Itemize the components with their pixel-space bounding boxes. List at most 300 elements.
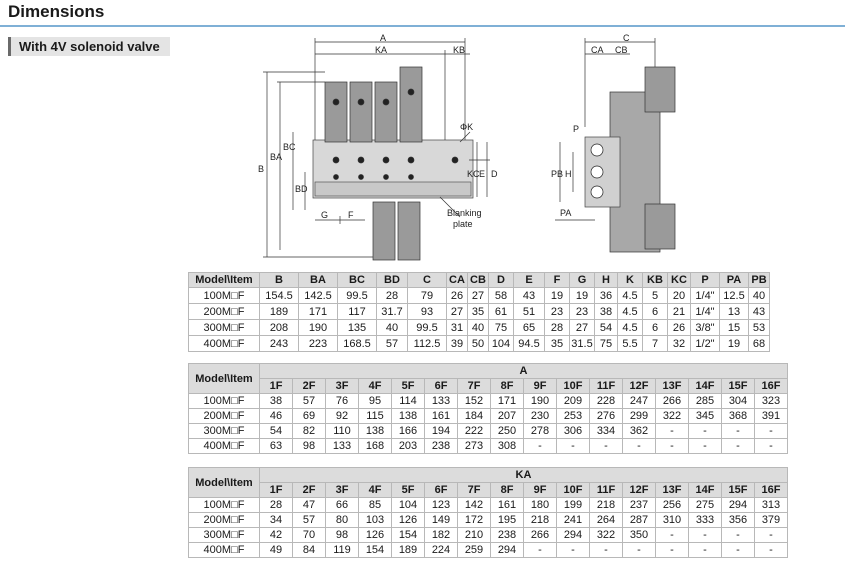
table-cell: 264 (590, 513, 623, 528)
column-header: 10F (557, 379, 590, 394)
column-header: 16F (755, 379, 788, 394)
table-cell: 40 (749, 288, 770, 304)
table-cell: 362 (623, 424, 656, 439)
column-header: 12F (623, 379, 656, 394)
label-ka: KA (375, 45, 388, 55)
column-header: D (489, 273, 514, 288)
table-cell: - (755, 543, 788, 558)
table-cell: 57 (377, 336, 408, 352)
column-header: PA (720, 273, 749, 288)
table-cell: 27 (570, 320, 595, 336)
table-cell: 203 (392, 439, 425, 454)
table-cell: - (722, 543, 755, 558)
column-header: 16F (755, 483, 788, 498)
column-header: 11F (590, 483, 623, 498)
table-cell: 313 (755, 498, 788, 513)
table-row (189, 336, 770, 352)
column-header: G (570, 273, 595, 288)
column-header: 13F (656, 379, 689, 394)
table-cell: 110 (326, 424, 359, 439)
table-cell: 117 (338, 304, 377, 320)
table-cell: 238 (491, 528, 524, 543)
column-header: CA (447, 273, 468, 288)
column-header: 3F (326, 379, 359, 394)
label-c: C (623, 33, 630, 43)
column-header: 11F (590, 379, 623, 394)
model-cell: 400M□F (189, 336, 260, 352)
table-cell: - (557, 439, 590, 454)
table-cell: 323 (755, 394, 788, 409)
table-cell: 5.5 (618, 336, 643, 352)
column-header: 6F (425, 379, 458, 394)
table-cell: 322 (656, 409, 689, 424)
column-header: E (514, 273, 545, 288)
dimension-table-a (188, 363, 788, 454)
table-cell: - (722, 439, 755, 454)
table-row (189, 288, 770, 304)
table-row (189, 424, 788, 439)
table-cell: 266 (656, 394, 689, 409)
label-cb: CB (615, 45, 628, 55)
table-cell: 207 (491, 409, 524, 424)
table-cell: 126 (359, 528, 392, 543)
table-cell: 285 (689, 394, 722, 409)
table-cell: 180 (524, 498, 557, 513)
table-cell: 75 (595, 336, 618, 352)
table-cell: - (524, 439, 557, 454)
dimension-drawing (255, 32, 705, 262)
table-row (189, 498, 788, 513)
table-cell: 58 (489, 288, 514, 304)
table-cell: - (722, 528, 755, 543)
table-cell: 189 (260, 304, 299, 320)
table-cell: 322 (590, 528, 623, 543)
table-cell: 218 (524, 513, 557, 528)
table-cell: - (524, 543, 557, 558)
table-cell: 26 (447, 288, 468, 304)
table-cell: 182 (425, 528, 458, 543)
table-row (189, 513, 788, 528)
table-cell: 230 (524, 409, 557, 424)
column-header: PB (749, 273, 770, 288)
column-header: 3F (326, 483, 359, 498)
label-ca: CA (591, 45, 604, 55)
table-cell: 46 (260, 409, 293, 424)
table-cell: 61 (489, 304, 514, 320)
group-header: A (260, 364, 788, 379)
table-cell: - (689, 439, 722, 454)
page-title: Dimensions (8, 2, 105, 21)
table-cell: 154 (392, 528, 425, 543)
column-header: 4F (359, 379, 392, 394)
table-cell: 49 (260, 543, 293, 558)
table-cell: 334 (590, 424, 623, 439)
table-cell: 19 (545, 288, 570, 304)
table-cell: 23 (545, 304, 570, 320)
table-row (189, 439, 788, 454)
table-cell: 68 (749, 336, 770, 352)
side-view (555, 38, 675, 252)
column-header: 2F (293, 483, 326, 498)
table-cell: 82 (293, 424, 326, 439)
label-p: P (573, 124, 580, 134)
model-cell: 300M□F (189, 528, 260, 543)
column-header: BC (338, 273, 377, 288)
table-cell: 31.7 (377, 304, 408, 320)
table-cell: 92 (326, 409, 359, 424)
label-d: D (491, 169, 498, 179)
table-corner: Model\Item (189, 273, 260, 288)
table-cell: 142 (458, 498, 491, 513)
table-row (189, 394, 788, 409)
column-header: 9F (524, 483, 557, 498)
table-cell: 98 (326, 528, 359, 543)
table-cell: 228 (590, 394, 623, 409)
column-header: BD (377, 273, 408, 288)
table-cell: 53 (749, 320, 770, 336)
table-cell: 195 (491, 513, 524, 528)
table-row (189, 304, 770, 320)
table-cell: 138 (359, 424, 392, 439)
table-corner: Model\Item (189, 364, 260, 394)
table-cell: - (590, 439, 623, 454)
column-header: 9F (524, 379, 557, 394)
table-row (189, 528, 788, 543)
table-cell: 149 (425, 513, 458, 528)
column-header: 14F (689, 483, 722, 498)
column-header: 1F (260, 379, 293, 394)
label-g: G (321, 210, 329, 220)
column-header: 2F (293, 379, 326, 394)
label-blanking: Blanking (447, 208, 482, 218)
table-cell: 161 (491, 498, 524, 513)
column-header: 15F (722, 483, 755, 498)
table-cell: 42 (260, 528, 293, 543)
table-cell: 294 (557, 528, 590, 543)
table-cell: 308 (491, 439, 524, 454)
table-cell: 104 (392, 498, 425, 513)
table-cell: 35 (468, 304, 489, 320)
table-cell: 32 (668, 336, 691, 352)
table-cell: 27 (447, 304, 468, 320)
table-cell: - (656, 439, 689, 454)
column-header: BA (299, 273, 338, 288)
model-cell: 200M□F (189, 513, 260, 528)
table-cell: 1/4" (691, 304, 720, 320)
table-cell: 259 (458, 543, 491, 558)
table-cell: 171 (299, 304, 338, 320)
model-cell: 100M□F (189, 288, 260, 304)
label-e: E (479, 169, 486, 179)
table-cell: 223 (299, 336, 338, 352)
table-cell: 57 (293, 394, 326, 409)
table-cell: 333 (689, 513, 722, 528)
column-header: CB (468, 273, 489, 288)
table-cell: - (623, 543, 656, 558)
table-cell: 40 (377, 320, 408, 336)
column-header: 7F (458, 483, 491, 498)
column-header: 15F (722, 379, 755, 394)
table-cell: 31.5 (571, 337, 593, 350)
table-cell: 93 (408, 304, 447, 320)
table-cell: - (623, 439, 656, 454)
table-cell: 199 (557, 498, 590, 513)
table-cell: 266 (524, 528, 557, 543)
table-cell: - (755, 439, 788, 454)
table-cell: 152 (458, 394, 491, 409)
table-cell: 39 (447, 336, 468, 352)
table-cell: 356 (722, 513, 755, 528)
table-cell: 190 (524, 394, 557, 409)
table-cell: 40 (468, 320, 489, 336)
table-cell: 238 (425, 439, 458, 454)
table-cell: 250 (491, 424, 524, 439)
model-cell: 200M□F (189, 304, 260, 320)
table-cell: 168.5 (338, 336, 377, 352)
table-cell: 50 (468, 336, 489, 352)
label-pa: PA (560, 208, 572, 218)
label-f: F (348, 210, 354, 220)
table-cell: 5 (643, 288, 668, 304)
column-header: 8F (491, 379, 524, 394)
table-row (189, 543, 788, 558)
label-b: B (258, 164, 265, 174)
table-cell: 99.5 (408, 320, 447, 336)
model-cell: 200M□F (189, 409, 260, 424)
table-cell: 142.5 (299, 288, 338, 304)
table-cell: 154.5 (260, 288, 299, 304)
table-cell: 112.5 (408, 336, 447, 352)
table-cell: 379 (755, 513, 788, 528)
table-cell: 104 (489, 336, 514, 352)
model-cell: 300M□F (189, 320, 260, 336)
model-cell: 100M□F (189, 394, 260, 409)
table-cell: 345 (689, 409, 722, 424)
table-cell: 287 (623, 513, 656, 528)
table-cell: - (656, 543, 689, 558)
table-cell: 119 (326, 543, 359, 558)
column-header: 8F (491, 483, 524, 498)
dimension-table-ka (188, 467, 788, 558)
label-a: A (380, 33, 387, 43)
table-cell: 98 (293, 439, 326, 454)
table-cell: 95 (359, 394, 392, 409)
model-cell: 100M□F (189, 498, 260, 513)
table-cell: 161 (425, 409, 458, 424)
table-cell: 4.5 (618, 288, 643, 304)
table-cell: 85 (359, 498, 392, 513)
table-cell: 168 (359, 439, 392, 454)
label-h: H (565, 169, 572, 179)
table-cell: - (689, 528, 722, 543)
table-cell: 54 (260, 424, 293, 439)
column-header: 13F (656, 483, 689, 498)
table-cell: 243 (260, 336, 299, 352)
table-cell: 4.5 (618, 320, 643, 336)
table-cell: 133 (425, 394, 458, 409)
table-row (189, 409, 788, 424)
table-cell: 28 (545, 320, 570, 336)
table-cell: 20 (668, 288, 691, 304)
table-cell: 123 (425, 498, 458, 513)
table-cell: 391 (755, 409, 788, 424)
column-header: P (691, 273, 720, 288)
column-header: KC (668, 273, 691, 288)
table-cell: 13 (720, 304, 749, 320)
table-cell: - (656, 424, 689, 439)
table-cell: 294 (491, 543, 524, 558)
column-header: KB (643, 273, 668, 288)
table-cell: 247 (623, 394, 656, 409)
label-plate: plate (453, 219, 473, 229)
table-cell: 237 (623, 498, 656, 513)
table-cell: - (656, 528, 689, 543)
table-cell: 54 (595, 320, 618, 336)
table-cell: - (590, 543, 623, 558)
table-cell: 65 (514, 320, 545, 336)
table-cell: 184 (458, 409, 491, 424)
column-header: B (260, 273, 299, 288)
table-cell: 310 (656, 513, 689, 528)
table-cell: 241 (557, 513, 590, 528)
table-cell: 190 (299, 320, 338, 336)
table-cell: 80 (326, 513, 359, 528)
table-cell: 94.5 (514, 336, 545, 352)
label-bd: BD (295, 184, 308, 194)
column-header: 5F (392, 483, 425, 498)
table-cell: 276 (590, 409, 623, 424)
table-cell: 84 (293, 543, 326, 558)
column-header: 1F (260, 483, 293, 498)
table-cell: - (557, 543, 590, 558)
table-cell: 154 (359, 543, 392, 558)
model-cell: 400M□F (189, 543, 260, 558)
table-cell: 69 (293, 409, 326, 424)
table-cell: 47 (293, 498, 326, 513)
table-cell: 43 (749, 304, 770, 320)
table-cell: 6 (643, 304, 668, 320)
table-cell: 3/8" (691, 320, 720, 336)
table-cell: 172 (458, 513, 491, 528)
table-cell: 26 (668, 320, 691, 336)
table-cell: 210 (458, 528, 491, 543)
column-header: 12F (623, 483, 656, 498)
table-cell: 75 (489, 320, 514, 336)
table-cell: 79 (408, 288, 447, 304)
column-header: 7F (458, 379, 491, 394)
label-ba: BA (270, 152, 283, 162)
model-cell: 300M□F (189, 424, 260, 439)
column-header: F (545, 273, 570, 288)
label-kb: KB (453, 45, 466, 55)
table-cell: 15 (720, 320, 749, 336)
table-cell: 6 (643, 320, 668, 336)
table-cell: 19 (570, 288, 595, 304)
table-cell: 294 (722, 498, 755, 513)
table-cell: 66 (326, 498, 359, 513)
table-cell: - (689, 424, 722, 439)
table-cell: 70 (293, 528, 326, 543)
table-cell: 273 (458, 439, 491, 454)
table-cell: 138 (392, 409, 425, 424)
table-cell: 27 (468, 288, 489, 304)
table-cell: 51 (514, 304, 545, 320)
table-cell: 189 (392, 543, 425, 558)
column-header: 10F (557, 483, 590, 498)
table-cell: 133 (326, 439, 359, 454)
table-cell: 19 (720, 336, 749, 352)
table-cell: 194 (425, 424, 458, 439)
table-cell: 38 (260, 394, 293, 409)
table-cell: 1/4" (691, 288, 720, 304)
table-cell: 299 (623, 409, 656, 424)
label-bc: BC (283, 142, 296, 152)
table-cell: 275 (689, 498, 722, 513)
group-header: KA (260, 468, 788, 483)
table-cell: 135 (338, 320, 377, 336)
table-cell: - (722, 424, 755, 439)
table-cell: 114 (392, 394, 425, 409)
title-divider (0, 25, 845, 27)
model-cell: 400M□F (189, 439, 260, 454)
table-cell: 43 (514, 288, 545, 304)
table-cell: 28 (260, 498, 293, 513)
column-header: 14F (689, 379, 722, 394)
table-cell: 23 (570, 304, 595, 320)
table-cell: 38 (595, 304, 618, 320)
column-header: 5F (392, 379, 425, 394)
label-pb: PB (551, 169, 564, 179)
table-cell: 306 (557, 424, 590, 439)
table-cell: 7 (643, 336, 668, 352)
table-row (189, 320, 770, 336)
table-cell: 218 (590, 498, 623, 513)
table-cell: 28 (377, 288, 408, 304)
table-cell: 171 (491, 394, 524, 409)
table-cell: 76 (326, 394, 359, 409)
table-cell: 1/2" (691, 336, 720, 352)
section-subtitle: With 4V solenoid valve (8, 37, 170, 56)
label-phi-k: ΦK (460, 122, 474, 132)
column-header: 6F (425, 483, 458, 498)
table-cell: 224 (425, 543, 458, 558)
table-cell: 222 (458, 424, 491, 439)
table-cell: - (689, 543, 722, 558)
column-header: 4F (359, 483, 392, 498)
table-cell: 256 (656, 498, 689, 513)
table-cell: 103 (359, 513, 392, 528)
table-cell: 57 (293, 513, 326, 528)
table-cell: 350 (623, 528, 656, 543)
table-cell: - (755, 424, 788, 439)
table-corner: Model\Item (189, 468, 260, 498)
table-cell: 166 (392, 424, 425, 439)
table-cell: 209 (557, 394, 590, 409)
table-cell: 253 (557, 409, 590, 424)
table-cell: 126 (392, 513, 425, 528)
table-cell: 31 (447, 320, 468, 336)
table-cell: 278 (524, 424, 557, 439)
table-cell: 208 (260, 320, 299, 336)
label-kc: KC (467, 169, 480, 179)
table-cell: 12.5 (720, 288, 749, 304)
table-cell: - (755, 528, 788, 543)
table-cell: 35 (545, 336, 570, 352)
table-cell: 99.5 (338, 288, 377, 304)
table-cell: 115 (359, 409, 392, 424)
table-cell: 21 (668, 304, 691, 320)
table-cell: 63 (260, 439, 293, 454)
